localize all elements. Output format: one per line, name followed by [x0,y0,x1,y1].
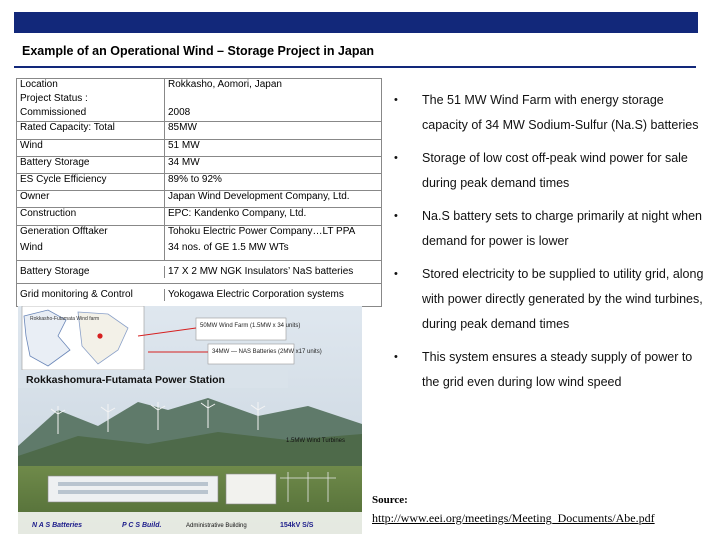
admin-building-label: Administrative Building [186,523,247,529]
page-title: Example of an Operational Wind – Storage Project in Japan [22,44,375,58]
source-link[interactable]: http://www.eei.org/meetings/Meeting_Documents/Abe.pdf [372,511,655,525]
bullet-icon: • [394,351,398,363]
table-row [16,283,382,306]
row-value: 2008 [168,107,191,118]
row-label: Grid monitoring & Control [17,289,165,301]
bullet-item [394,262,708,337]
bullet-text: Storage of low cost off-peak wind power for sale during peak demand times [422,151,688,190]
row-label: Rated Capacity: Total [17,122,165,139]
bullet-list [394,88,708,403]
row-value: EPC: Kandenko Company, Ltd. [168,208,307,219]
row-value: 85MW [168,122,197,133]
table-row [16,107,382,121]
turbines-label: 1.5MW Wind Turbines [286,438,346,444]
bullet-item [394,88,708,138]
row-value: Tohoku Electric Power Company…LT PPA [168,226,356,237]
row-value: Yokogawa Electric Corporation systems [168,289,344,300]
row-label: Commissioned [17,107,165,121]
map-label: Rokkasho-Futamata Wind farm [30,316,100,322]
row-value: Japan Wind Development Company, Ltd. [168,191,350,202]
table-row [16,242,382,260]
row-value: 17 X 2 MW NGK Insulators’ NaS batteries [168,266,354,277]
row-label: Construction [17,208,165,225]
table-row [16,156,382,173]
row-value: Rokkasho, Aomori, Japan [168,79,282,90]
table-row [16,260,382,283]
row-label: ES Cycle Efficiency [17,174,165,190]
row-label: Wind [17,242,165,260]
substation-label: 154kV S/S [280,522,314,529]
bullet-text: Stored electricity to be supplied to utility grid, along with power directly generated by the wind turbines, during peak demand times [422,267,704,331]
location-map [22,306,144,370]
table-row [16,93,382,107]
row-label: Wind [17,140,165,156]
table-row [16,225,382,242]
bullet-text: Na.S battery sets to charge primarily at night when demand for power is lower [422,209,702,248]
source-label: Source: [372,494,408,506]
table-row [16,173,382,190]
callout-wind: 50MW Wind Farm (1.5MW x 34 units) [200,323,301,329]
table-row [16,79,382,93]
row-label: Battery Storage [17,266,165,278]
row-label: Owner [17,191,165,207]
row-label: Generation Offtaker [17,226,165,242]
bullet-text: This system ensures a steady supply of power to the grid even during low wind speed [422,350,693,389]
row-label: Location [17,79,165,93]
row-value: 51 MW [168,140,200,151]
bullet-icon: • [394,152,398,164]
bullet-text: The 51 MW Wind Farm with energy storage capacity of 34 MW Sodium-Sulfur (Na.S) batteries [422,93,699,132]
row-value: 34 MW [168,157,200,168]
callout-battery: 34MW — NAS Batteries (2MW x17 units) [212,349,322,355]
station-name: Rokkashomura-Futamata Power Station [26,374,225,386]
nas-batteries-label: N A S Batteries [32,522,83,529]
bullet-icon: • [394,94,398,106]
bullet-icon: • [394,268,398,280]
substation [280,472,336,502]
row-value: 89% to 92% [168,174,222,185]
project-spec-table [16,78,382,307]
table-row [16,190,382,207]
power-station-photo [18,306,362,534]
title-rule [14,66,696,68]
table-row [16,139,382,156]
header-bar [14,12,698,33]
bullet-item [394,345,708,395]
bullet-item [394,204,708,254]
table-row [16,207,382,225]
table-row [16,121,382,139]
row-label: Project Status : [17,93,165,107]
bullet-icon: • [394,210,398,222]
row-value: 34 nos. of GE 1.5 MW WTs [168,242,289,253]
pcs-build-label: P C S Build. [122,522,162,529]
bullet-item [394,146,708,196]
row-label: Battery Storage [17,157,165,173]
row-value [165,93,381,107]
